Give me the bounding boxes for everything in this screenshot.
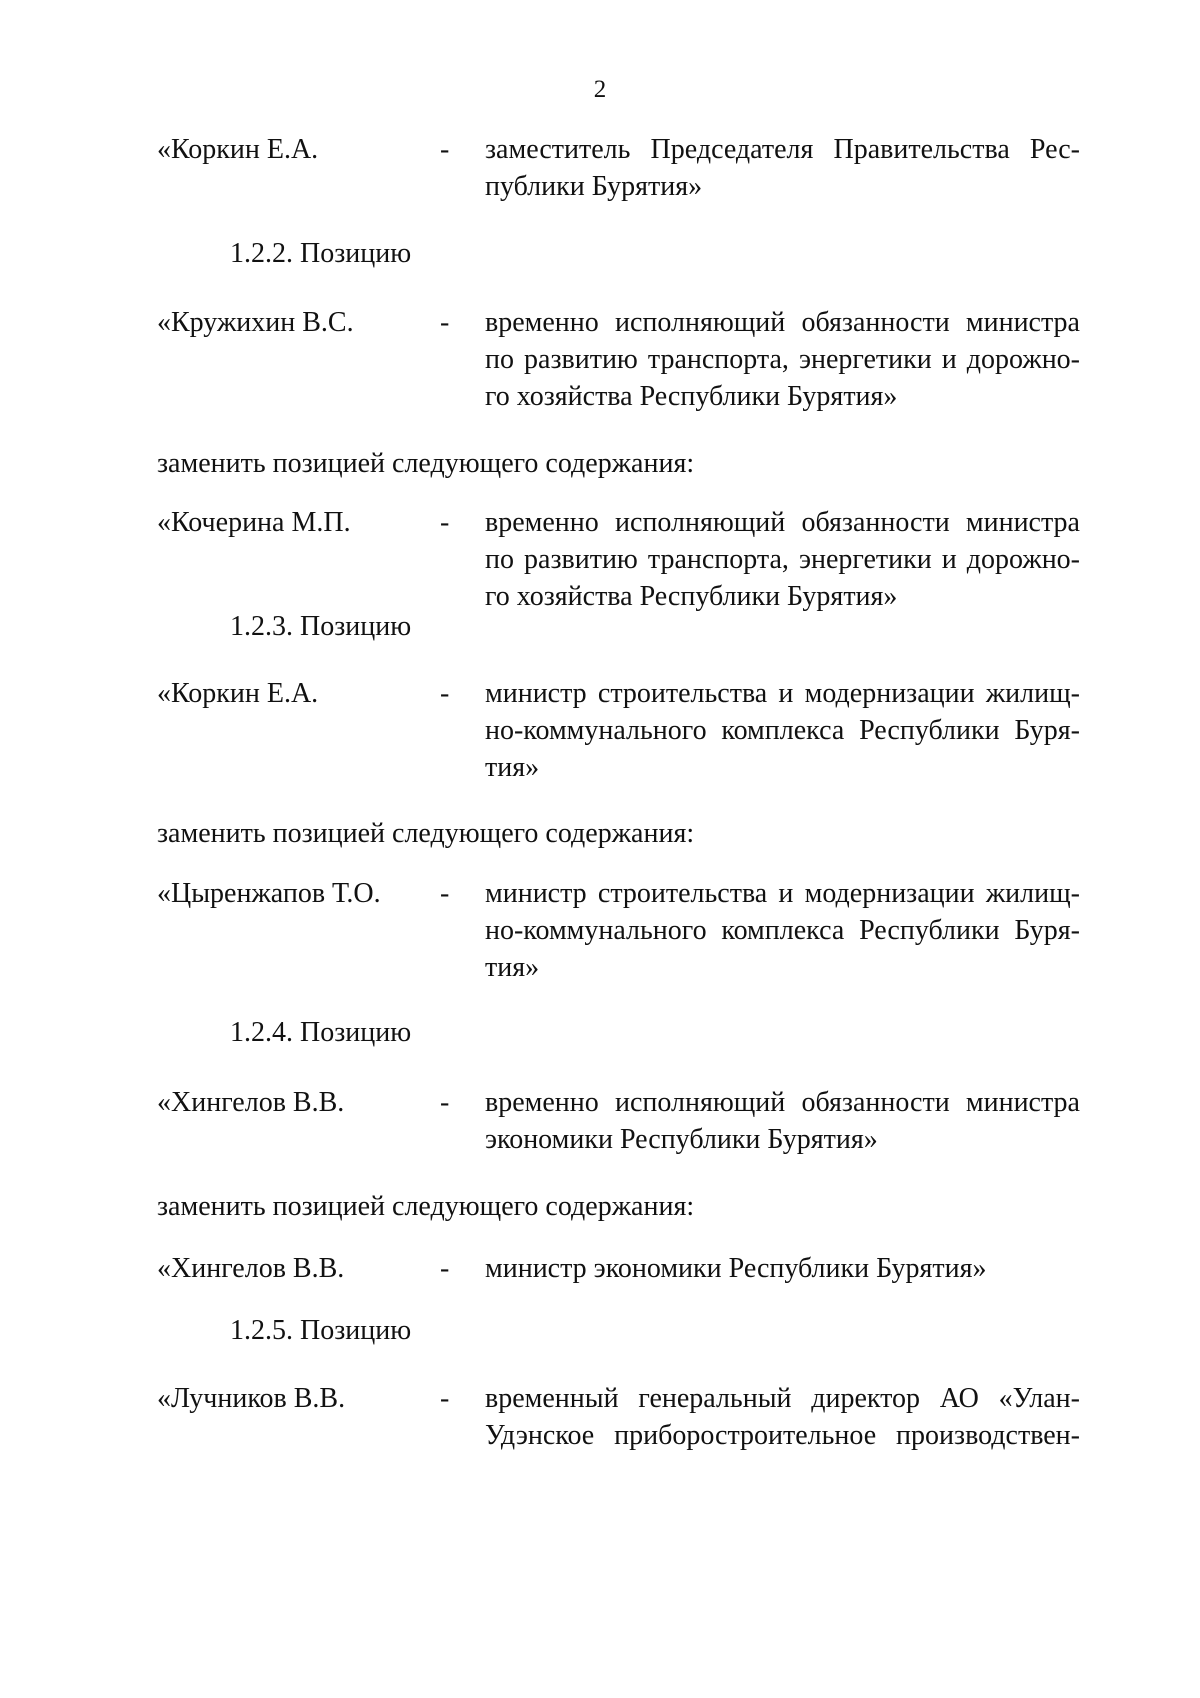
description-line: временный генеральный директор АО «Улан- (485, 1383, 1080, 1414)
description-line: временно исполняющий обязанности министра (485, 507, 1080, 538)
description-line: экономики Республики Бурятия» (485, 1124, 878, 1155)
person-name: «Цыренжапов Т.О. (157, 878, 381, 909)
person-name: «Хингелов В.В. (157, 1253, 345, 1284)
position-description (485, 875, 1080, 986)
replace-instruction: заменить позицией следующего содержания: (157, 448, 695, 479)
position-description (485, 131, 1080, 205)
section-heading: 1.2.3. Позицию (230, 611, 412, 642)
dash-separator: - (440, 1087, 450, 1118)
description-line: но-коммунального комплекса Республики Буря- (485, 915, 1080, 946)
description-line: по развитию транспорта, энергетики и дорожно- (485, 344, 1080, 375)
person-name: «Лучников В.В. (157, 1383, 346, 1414)
description-line: временно исполняющий обязанности министра (485, 1087, 1080, 1118)
dash-separator: - (440, 507, 450, 538)
description-line: тия» (485, 752, 540, 783)
description-line: но-коммунального комплекса Республики Буря- (485, 715, 1080, 746)
replace-instruction: заменить позицией следующего содержания: (157, 818, 695, 849)
description-line: министр экономики Республики Бурятия» (485, 1253, 987, 1284)
position-description (485, 504, 1080, 615)
person-name: «Хингелов В.В. (157, 1087, 345, 1118)
position-description (485, 1380, 1080, 1454)
section-heading: 1.2.2. Позицию (230, 238, 412, 269)
dash-separator: - (440, 307, 450, 338)
dash-separator: - (440, 1383, 450, 1414)
description-line: публики Бурятия» (485, 171, 703, 202)
page-number: 2 (593, 76, 607, 103)
dash-separator: - (440, 878, 450, 909)
person-name: «Кружихин В.С. (157, 307, 354, 338)
replace-instruction: заменить позицией следующего содержания: (157, 1191, 695, 1222)
description-line: тия» (485, 952, 540, 983)
position-description (485, 675, 1080, 786)
section-heading: 1.2.4. Позицию (230, 1017, 412, 1048)
position-description (485, 1250, 1080, 1287)
description-line: временно исполняющий обязанности министра (485, 307, 1080, 338)
dash-separator: - (440, 1253, 450, 1284)
description-line: министр строительства и модернизации жилищ- (485, 678, 1080, 709)
section-heading: 1.2.5. Позицию (230, 1315, 412, 1346)
description-line: заместитель Председателя Правительства Рес- (485, 134, 1080, 165)
description-line: министр строительства и модернизации жилищ- (485, 878, 1080, 909)
dash-separator: - (440, 678, 450, 709)
dash-separator: - (440, 134, 450, 165)
description-line: го хозяйства Республики Бурятия» (485, 581, 898, 612)
person-name: «Коркин Е.А. (157, 134, 319, 165)
person-name: «Коркин Е.А. (157, 678, 319, 709)
position-description (485, 1084, 1080, 1158)
person-name: «Кочерина М.П. (157, 507, 351, 538)
position-description (485, 304, 1080, 415)
description-line: го хозяйства Республики Бурятия» (485, 381, 898, 412)
description-line: по развитию транспорта, энергетики и дорожно- (485, 544, 1080, 575)
description-line: Удэнское приборостроительное производствен- (485, 1420, 1080, 1451)
